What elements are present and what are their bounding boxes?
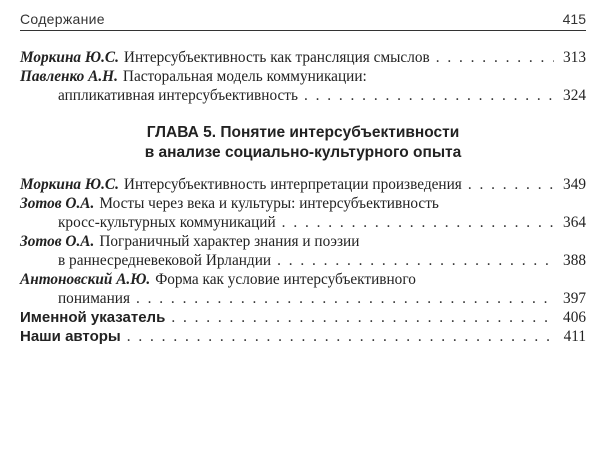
entry-title: Пограничный характер знания и поэзии [99, 233, 360, 250]
dot-leader [171, 308, 554, 327]
dot-leader [468, 175, 554, 194]
toc-entry-authors [20, 327, 586, 346]
entry-title: Наши авторы [20, 328, 121, 345]
entry-page: 411 [563, 328, 586, 345]
entry-page: 324 [563, 87, 586, 104]
dot-leader [282, 213, 554, 232]
entry-page: 364 [563, 214, 586, 231]
entry-page: 406 [563, 309, 586, 326]
chapter-heading [20, 123, 586, 163]
toc-entry [20, 48, 586, 67]
entry-title: Пасторальная модель коммуникации: [122, 68, 367, 85]
toc-entry [20, 270, 586, 308]
entry-title-continued: аппликативная интерсубъективность [58, 87, 298, 104]
entry-title: Интерсубъективность как трансляция смыслов [123, 49, 430, 66]
dot-leader [136, 289, 554, 308]
dot-leader [277, 251, 554, 270]
toc-entry [20, 175, 586, 194]
entry-title-continued: понимания [58, 290, 130, 307]
entry-title: Мосты через века и культуры: интерсубъективность [99, 195, 439, 212]
entry-page: 313 [563, 49, 586, 66]
header-page-number: 415 [562, 11, 586, 27]
entry-page: 349 [563, 176, 586, 193]
entry-page: 397 [563, 290, 586, 307]
entry-author: Павленко А.Н. [20, 68, 118, 85]
toc-entry [20, 67, 586, 105]
toc-entry-index [20, 308, 586, 327]
entry-author: Моркина Ю.С. [20, 49, 119, 66]
entry-author: Зотов О.А. [20, 195, 95, 212]
running-header [20, 4, 586, 31]
header-title: Содержание [20, 11, 105, 27]
entry-title: Форма как условие интерсубъективного [155, 271, 416, 288]
entry-title: Именной указатель [20, 309, 166, 326]
entry-author: Моркина Ю.С. [20, 176, 119, 193]
entry-title: Интерсубъективность интерпретации произведения [123, 176, 462, 193]
toc-entry [20, 194, 586, 232]
chapter-heading-line-2: в анализе социально-культурного опыта [144, 144, 462, 161]
dot-leader [436, 48, 554, 67]
dot-leader [127, 327, 554, 346]
entry-page: 388 [563, 252, 586, 269]
toc-entry [20, 232, 586, 270]
entry-author: Зотов О.А. [20, 233, 95, 250]
table-of-contents [20, 48, 586, 346]
dot-leader [304, 86, 554, 105]
entry-title-continued: в раннесредневековой Ирландии [58, 252, 272, 269]
chapter-heading-line-1: ГЛАВА 5. Понятие интерсубъективности [146, 124, 460, 141]
entry-title-continued: кросс-культурных коммуникаций [58, 214, 276, 231]
entry-author: Антоновский А.Ю. [20, 271, 151, 288]
